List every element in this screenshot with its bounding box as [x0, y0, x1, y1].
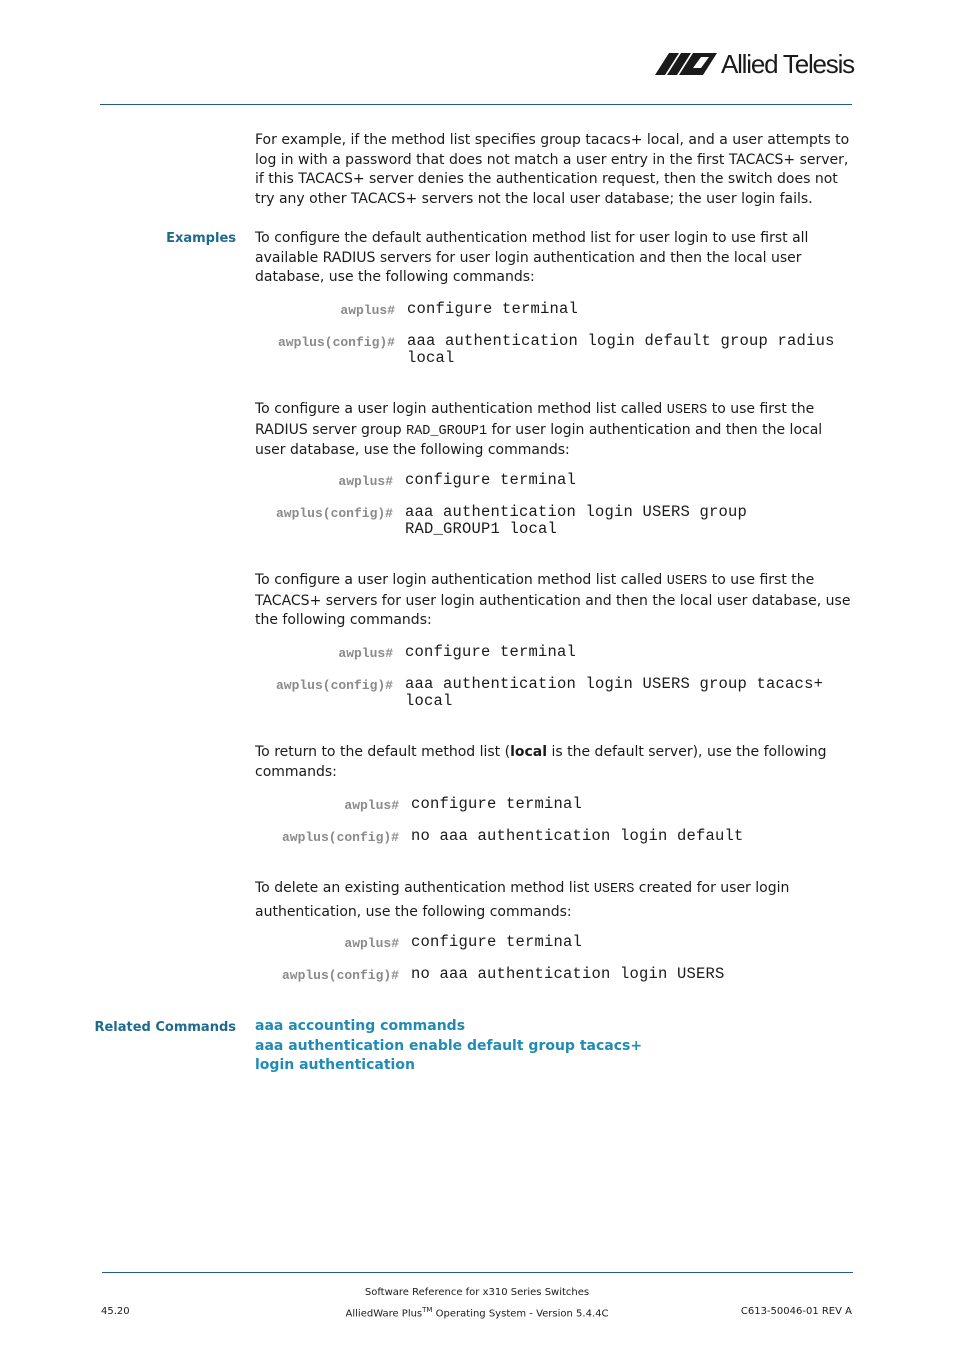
- text-run: for user login authentication and then the local user database, use the following commands:: [255, 421, 823, 458]
- example-4-command-2: [259, 828, 744, 845]
- cli-prompt: awplus#: [338, 474, 393, 489]
- text-run: To delete an existing authentication method list: [255, 880, 594, 896]
- inline-code: USERS: [593, 882, 635, 897]
- cli-prompt: awplus#: [344, 798, 399, 813]
- document-id: C613-50046-01 REV A: [740, 1306, 852, 1317]
- example-5-command-1: [259, 934, 582, 951]
- example-2-command-2: [253, 504, 747, 538]
- os-version-text: Operating System - Version 5.4.4C: [432, 1308, 609, 1320]
- cli-command: no aaa authentication login default: [411, 827, 744, 845]
- intro-paragraph: For example, if the method list specifies group tacacs+ local, and a user attempts to log in with a password that does not match a user entry in the first TACACS+ server, if this TACACS+ server denies the authentication request, then the switch does not try any other TACACS+ servers not the local user database; the user login fails.: [255, 132, 850, 207]
- example-3-text: [255, 571, 855, 631]
- example-2-text: [255, 400, 855, 461]
- text-run: To configure a user login authentication method list called: [255, 401, 667, 417]
- text-run: to use first the TACACS+ servers for user login authentication and then the local user database, use the following commands:: [255, 572, 851, 628]
- cli-command: configure terminal: [411, 933, 583, 951]
- footer-rule: [102, 1272, 853, 1273]
- related-commands-label: Related Commands: [94, 1020, 236, 1035]
- example-3-command-1: [253, 644, 576, 661]
- text-run: is the default server), use the following commands:: [255, 744, 827, 780]
- inline-code: RAD_GROUP1: [406, 423, 488, 439]
- text-run: To return to the default method list (: [255, 744, 511, 760]
- text-run: to use first the RADIUS server group: [255, 401, 815, 438]
- trademark-mark: TM: [422, 1306, 433, 1314]
- example-4-command-1: [259, 796, 582, 813]
- footer-title: Software Reference for x310 Series Switches: [364, 1287, 590, 1298]
- cli-prompt: awplus#: [338, 646, 393, 661]
- cli-prompt: awplus(config)#: [281, 830, 399, 845]
- cli-prompt: awplus(config)#: [277, 335, 395, 350]
- page-number: 45.20: [101, 1306, 130, 1317]
- cli-command: configure terminal: [411, 795, 583, 813]
- os-name: AlliedWare Plus: [345, 1308, 423, 1320]
- header-rule: [100, 104, 852, 105]
- bold-keyword: local: [510, 744, 548, 760]
- example-5-command-2: [259, 966, 725, 983]
- cli-prompt: awplus#: [340, 303, 395, 318]
- example-3-command-2: [253, 676, 823, 710]
- cli-command: aaa authentication login USERS group tacacs+ local: [405, 675, 824, 710]
- inline-code: USERS: [666, 574, 708, 589]
- inline-code: USERS: [666, 403, 708, 418]
- text-run: created for user login authentication, use the following commands:: [255, 880, 790, 920]
- example-1-command-2: [255, 333, 835, 367]
- cli-command: configure terminal: [405, 643, 577, 661]
- cli-command: aaa authentication login USERS group RAD_GROUP1 local: [405, 503, 748, 538]
- example-1-text: To configure the default authentication method list for user login to use first all available RADIUS servers for user login authentication and then the local user database, use the following commands:: [255, 230, 809, 285]
- allied-telesis-logo-mark-icon: [655, 53, 717, 75]
- cli-command: no aaa authentication login USERS: [411, 965, 725, 983]
- related-link-aaa-authentication-enable[interactable]: aaa authentication enable default group tacacs+: [255, 1038, 643, 1054]
- cli-prompt: awplus(config)#: [275, 506, 393, 521]
- allied-telesis-logo: [655, 50, 854, 78]
- cli-prompt: awplus(config)#: [275, 678, 393, 693]
- example-5-text: [255, 877, 855, 923]
- cli-command: configure terminal: [405, 471, 577, 489]
- related-link-login-authentication[interactable]: login authentication: [255, 1057, 415, 1073]
- text-run: To configure a user login authentication method list called: [255, 572, 667, 588]
- example-1-command-1: [255, 301, 578, 318]
- related-link-aaa-accounting[interactable]: aaa accounting commands: [255, 1018, 466, 1034]
- cli-command: aaa authentication login default group radius local: [407, 332, 835, 367]
- examples-label: Examples: [166, 231, 236, 246]
- logo-text: Allied Telesis: [720, 48, 854, 79]
- example-2-command-1: [253, 472, 576, 489]
- cli-prompt: awplus#: [344, 936, 399, 951]
- example-4-text: [255, 743, 855, 782]
- cli-prompt: awplus(config)#: [281, 968, 399, 983]
- cli-command: configure terminal: [407, 300, 579, 318]
